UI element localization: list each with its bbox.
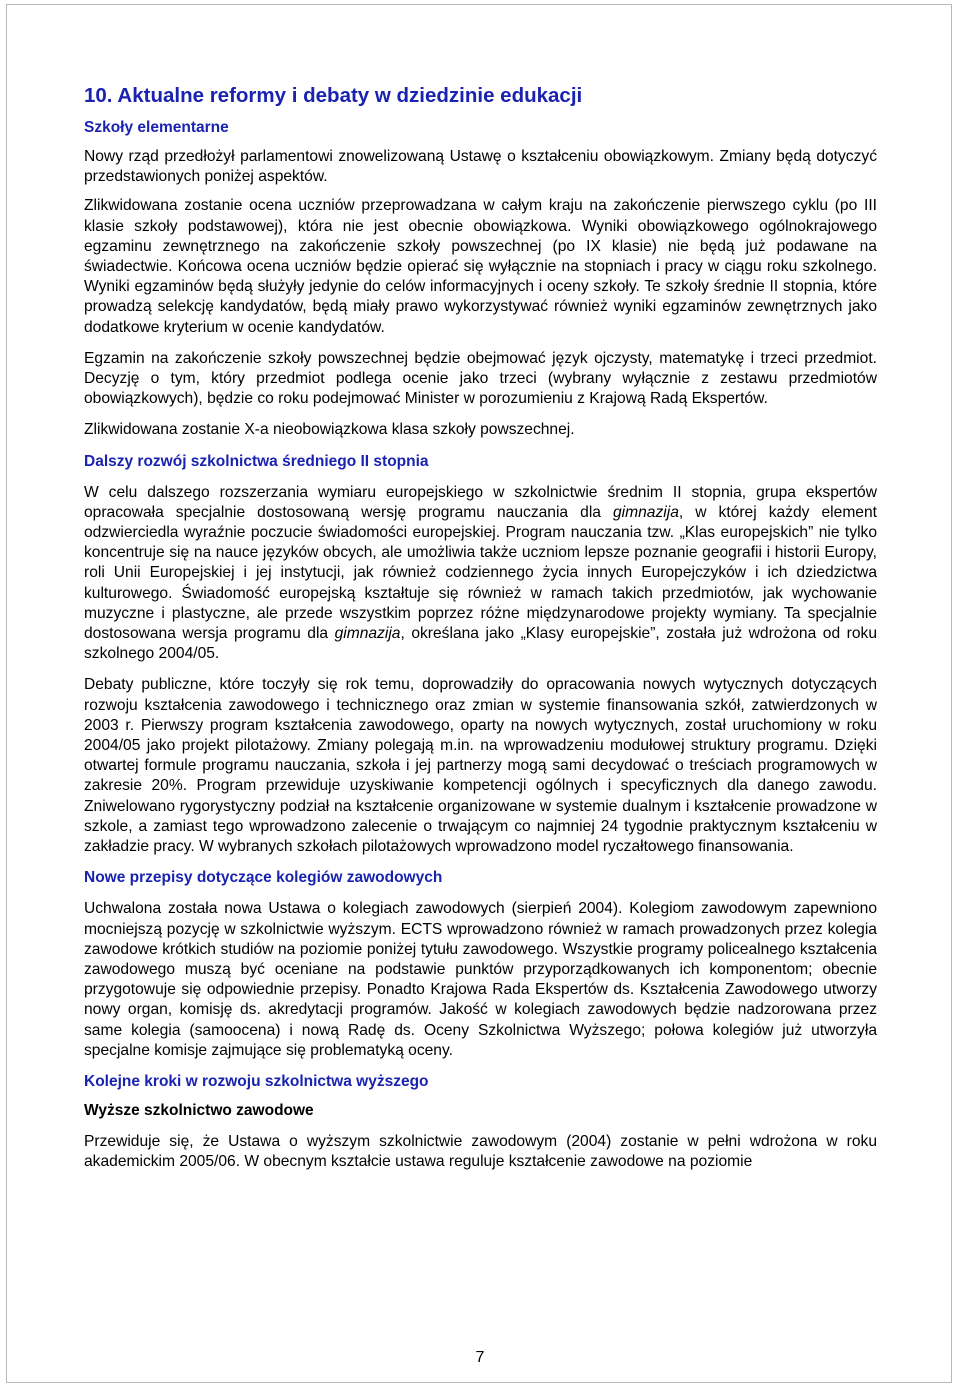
page-title: 10. Aktualne reformy i debaty w dziedzinie edukacji <box>84 84 583 107</box>
paragraph: Zlikwidowana zostanie X-a nieobowiązkowa klasa szkoły powszechnej. <box>84 421 575 439</box>
paragraph: Debaty publiczne, które toczyły się rok temu, doprowadziły do opracowania nowych wytycznych dotyczących rozwoju kształcenia zawodowego i technicznego oraz zmian w systemie finansowania szkół, zatwierdzonych w 2003 r. Pierwszy program kształcenia zawodowego, oparty na nowych wytycznych, został uruchomiony w roku 2004/05 jako projekt pilotażowy. Zmiany polegają m.in. na wprowadzeniu modułowej struktury programu. Dzięki otwartej formule programu nauczania, szkoła i jej partnerzy mogą sami decydować o treściach programowych w zakresie 20%. Program przewiduje uzyskiwanie kompetencji ogólnych i specyficznych dla danego zawodu. Zniwelowano rygorystyczny podział na kształcenie organizowane w systemie dualnym i kształcenie prowadzone w szkole, a zamiast tego wprowadzono zalecenie o trwającym co najmniej 24 tygodnie praktycznym kształceniu w zakładzie pracy. W wybranych szkołach pilotażowych wprowadzono model ryczałtowego finansowania. <box>84 676 877 856</box>
paragraph: W celu dalszego rozszerzania wymiaru europejskiego w szkolnictwie średnim II stopnia, grupa ekspertów opracowała specjalnie dostosowaną wersję programu nauczania dla gimnazija, w której każdy element odzwierciedla wyraźnie poczucie świadomości europejskiej. Program nauczania tzw. „Klas europejskich” nie tylko koncentruje się na nauce języków obcych, ale umożliwia także uczniom lepsze poznanie geografii i historii Europy, roli Unii Europejskiej i jej instytucji, jak również codziennego życia innych Europejczyków i ich dziedzictwa kulturowego. Świadomość europejską kształtuje się również w ramach takich przedmiotów, jak wychowanie muzyczne i plastyczne, ale przede wszystkim poprzez różne międzynarodowe projekty wymiany. Ta specjalnie dostosowana wersja programu dla gimnazija, określana jako „Klasy europejskie”, została już wdrożona od roku szkolnego 2004/05. <box>84 483 877 663</box>
section-heading-secondary: Dalszy rozwój szkolnictwa średniego II stopnia <box>84 452 429 470</box>
paragraph: Zlikwidowana zostanie ocena uczniów przeprowadzana w całym kraju na zakończenie pierwszego cyklu (po III klasie szkoły podstawowej), która nie jest obecnie obowiązkowa. Wyniki obowiązkowego ogólnokrajowego egzaminu zewnętrznego na zakończenie szkoły powszechnej (po IX klasie) nie będą już podawane na świadectwie. Końcowa ocena uczniów będzie opierać się wyłącznie na stopniach i pracy w ciągu roku szkolnego. Wyniki egzaminów będą służyły jedynie do celów informacyjnych i oceny szkoły. Te szkoły średnie II stopnia, które prowadzą selekcję kandydatów, będą miały prawo wykorzystywać również wyniki egzaminów zewnętrznych jako dodatkowe kryterium w ocenie kandydatów. <box>84 197 877 336</box>
section-heading-colleges: Nowe przepisy dotyczące kolegiów zawodowych <box>84 869 443 887</box>
section-heading-elementary: Szkoły elementarne <box>84 119 229 136</box>
paragraph: Przewiduje się, że Ustawa o wyższym szkolnictwie zawodowym (2004) zostanie w pełni wdrożona w roku akademickim 2005/06. W obecnym kształcie ustawa reguluje kształcenie zawodowe na poziomie <box>84 1132 877 1171</box>
paragraph: Uchwalona została nowa Ustawa o kolegiach zawodowych (sierpień 2004). Kolegiom zawodowym zapewniono mocniejszą pozycję w szkolnictwie wyższym. ECTS wprowadzono również w ramach prowadzonych przez kolegia zawodowe krótkich studiów na poziomie poniżej tytułu zawodowego. Wszystkie programy policealnego kształcenia zawodowego muszą być oceniane na podstawie punktów przyporządkowanych ich komponentom; obecnie przygotowuje się odpowiednie przepisy. Ponadto Krajowa Rada Ekspertów ds. Kształcenia Zawodowego utworzy nowy organ, komisję ds. akredytacji programów. Jakość w kolegiach zawodowych będzie nadzorowana przez same kolegia (samoocena) i nową Radę ds. Oceny Szkolnictwa Wyższego; połowa kolegiów już utworzyła specjalne komisje zajmujące się problematyką oceny. <box>84 900 877 1059</box>
paragraph: Egzamin na zakończenie szkoły powszechnej będzie obejmować język ojczysty, matematykę i trzeci przedmiot. Decyzję o tym, który przedmiot podlega ocenie jako trzeci (wybrany wyłącznie z zestawu przedmiotów obowiązkowych), będzie co roku podejmować Minister w porozumieniu z Krajową Radą Ekspertów. <box>84 349 877 408</box>
page-number: 7 <box>475 1349 485 1366</box>
subsection-heading: Wyższe szkolnictwo zawodowe <box>84 1101 314 1119</box>
paragraph: Nowy rząd przedłożył parlamentowi znowelizowaną Ustawę o kształceniu obowiązkowym. Zmiany będą dotyczyć przedstawionych poniżej aspektów. <box>84 148 877 186</box>
document-content <box>84 82 877 1172</box>
section-heading-higher-education: Kolejne kroki w rozwoju szkolnictwa wyższego <box>84 1072 429 1090</box>
